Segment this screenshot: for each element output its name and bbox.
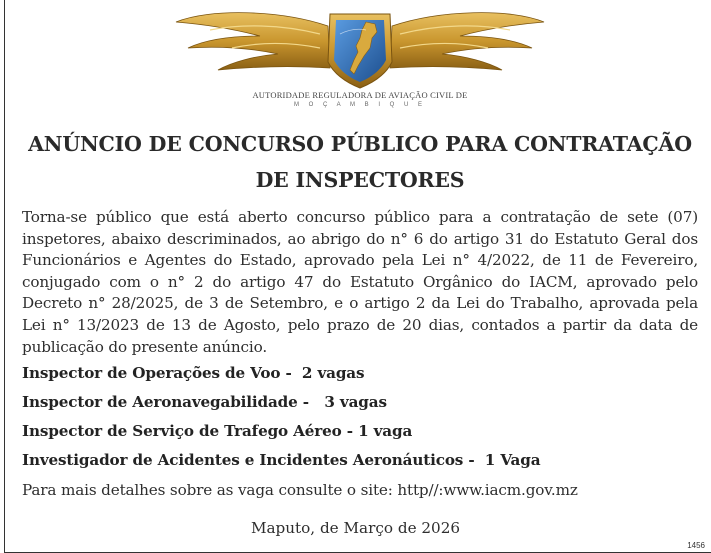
announcement-title [20, 126, 700, 198]
organization-name: AUTORIDADE REGULADORA DE AVIAÇÃO CIVIL DE [252, 90, 468, 100]
page-border-left [4, 0, 5, 553]
vacancy-item: Inspector de Aeronavegabilidade - 3 vagas [22, 393, 387, 411]
announcement-body: Torna-se público que está aberto concurso público para a contratação de sete (07) inspetores, abaixo descriminados, ao abrigo do n° 6 do artigo 31 do Estatuto Geral dos Funcionários e Agentes do Estado, aprovado pela Lei n° 4/2022, de 11 de Fevereiro, conjugado com o n° 2 do artigo 47 do Estatuto Orgânico do IACM, aprovado pelo Decreto n° 28/2025, de 3 de Setembro, e o artigo 2 da Lei do Trabalho, aprovada pela Lei n° 13/2023 de 13 de Agosto, pelo prazo de 20 dias, contados a partir da data de publicação do presente anúncio. [22, 208, 698, 356]
title-line-2: DE INSPECTORES [255, 168, 465, 192]
winged-emblem-icon [170, 4, 550, 92]
place-and-date: Maputo, de Março de 2026 [250, 519, 461, 537]
country-name: M O Ç A M B I Q U E [293, 102, 426, 108]
vacancy-item: Inspector de Operações de Voo - 2 vagas [22, 364, 365, 382]
more-info-text: Para mais detalhes sobre as vaga consulte o site: http//:www.iacm.gov.mz [22, 481, 578, 499]
vacancy-item: Inspector de Serviço de Trafego Aéreo - 1 vaga [22, 422, 413, 440]
title-line-1: ANÚNCIO DE CONCURSO PÚBLICO PARA CONTRATAÇÃO [28, 132, 692, 156]
vacancy-item: Investigador de Acidentes e Incidentes Aeronáuticos - 1 Vaga [22, 451, 541, 469]
reference-number: 1456 [687, 541, 705, 550]
iacm-logo [170, 4, 550, 112]
